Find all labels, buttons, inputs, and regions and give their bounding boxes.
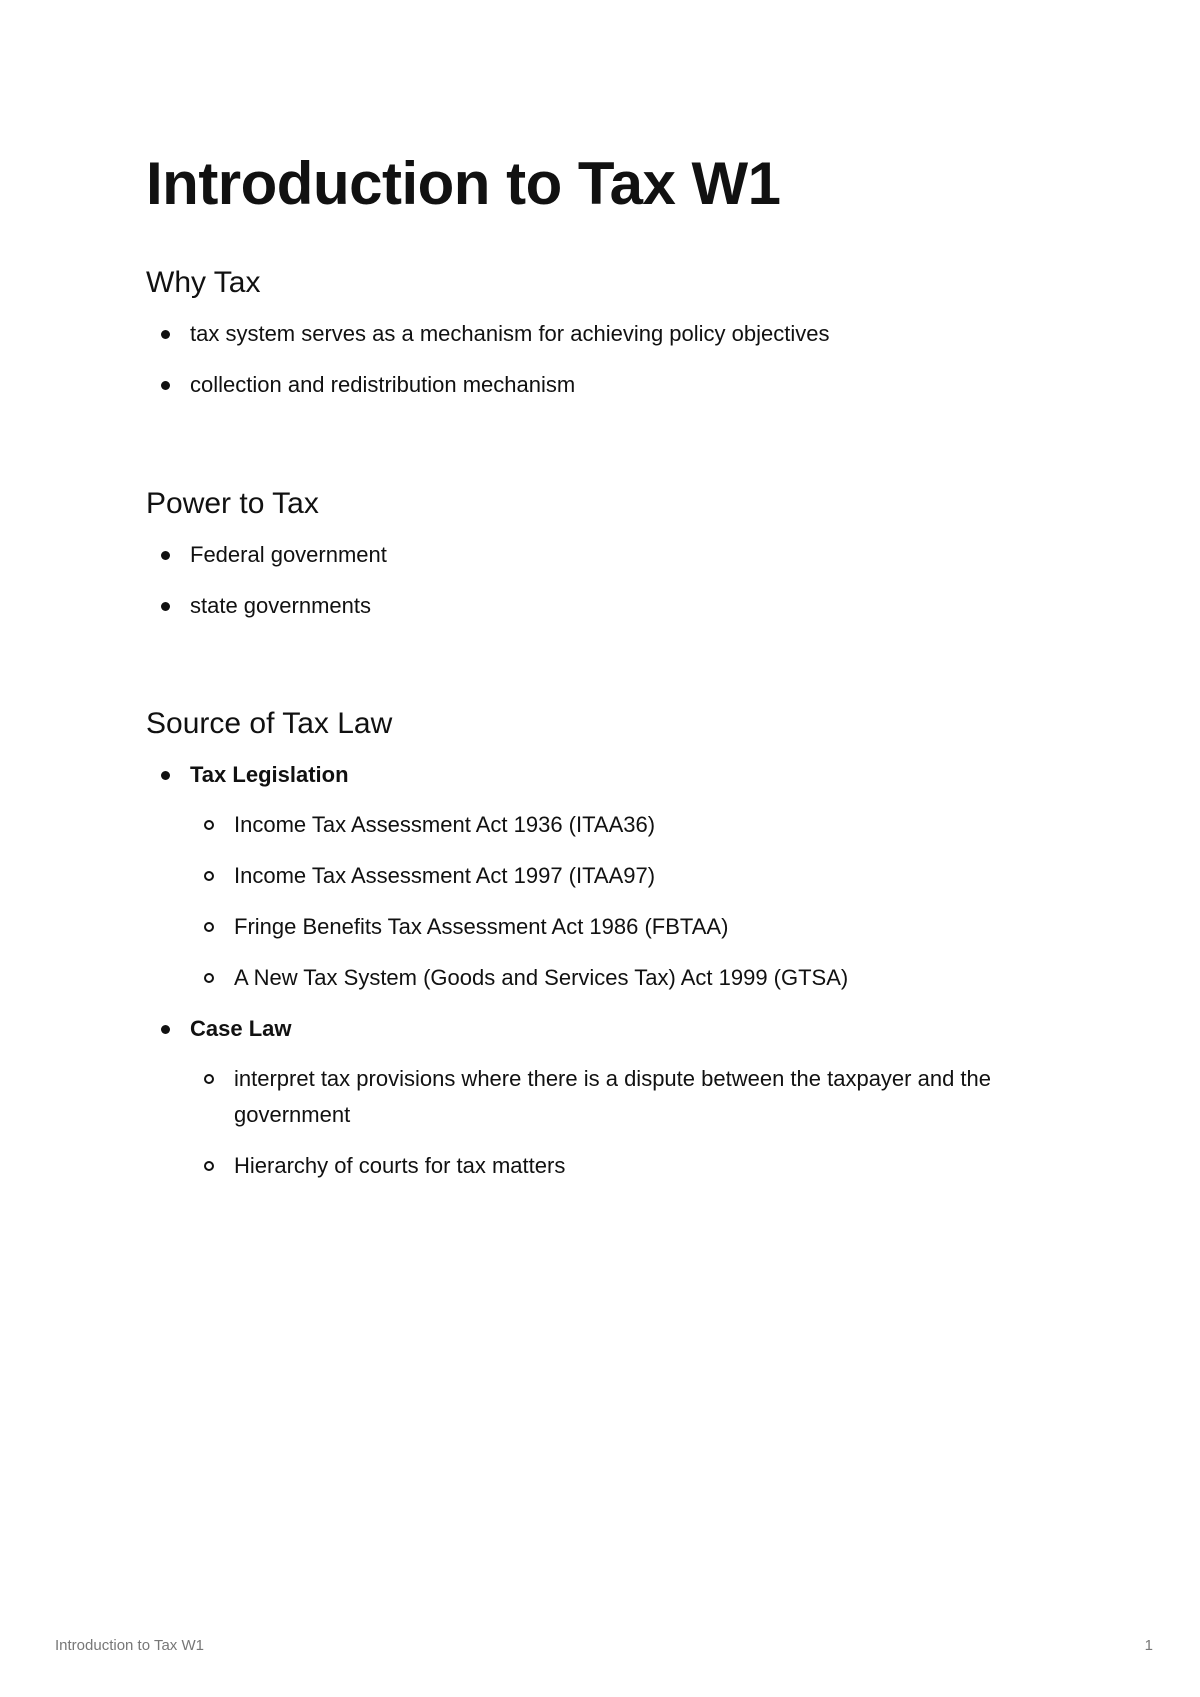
list-item-text: Tax Legislation	[190, 762, 349, 787]
sub-list-item-text: Fringe Benefits Tax Assessment Act 1986 (FBTAA)	[234, 914, 729, 939]
hollow-bullet-icon	[204, 922, 214, 932]
bullet-icon	[161, 602, 170, 611]
list-item-text: Federal government	[190, 542, 387, 567]
section-why-tax	[146, 265, 1096, 403]
bullet-icon	[161, 1025, 170, 1034]
section-source-of-tax-law	[146, 706, 1096, 1184]
bullet-list	[146, 537, 1096, 624]
list-item-text: state governments	[190, 593, 371, 618]
section-power-to-tax	[146, 486, 1096, 624]
sub-list-item	[190, 807, 1096, 843]
list-item	[146, 316, 1096, 352]
hollow-bullet-icon	[204, 871, 214, 881]
section-heading: Source of Tax Law	[146, 707, 393, 740]
sub-list-item	[190, 1148, 1096, 1184]
sub-list-item	[190, 1061, 1034, 1133]
hollow-bullet-icon	[204, 820, 214, 830]
sub-list-item	[190, 960, 1096, 996]
list-item-text: tax system serves as a mechanism for achieving policy objectives	[190, 321, 830, 346]
bullet-list	[146, 316, 1096, 403]
bullet-icon	[161, 551, 170, 560]
hollow-bullet-icon	[204, 973, 214, 983]
list-item	[146, 367, 1096, 403]
list-item	[146, 537, 1096, 573]
sub-list-item	[190, 909, 1096, 945]
list-item-text: Case Law	[190, 1016, 292, 1041]
page-title: Introduction to Tax W1	[146, 150, 781, 217]
list-item	[146, 588, 1096, 624]
sub-list-item-text: Income Tax Assessment Act 1936 (ITAA36)	[234, 812, 656, 837]
sub-list	[190, 1061, 1096, 1184]
page-number: 1	[1144, 1637, 1153, 1654]
sub-list-item-text: interpret tax provisions where there is a dispute between the taxpayer and the government	[234, 1066, 992, 1127]
sub-list-item-text: Income Tax Assessment Act 1997 (ITAA97)	[234, 863, 656, 888]
bullet-icon	[161, 381, 170, 390]
section-heading: Power to Tax	[146, 487, 319, 520]
list-item	[146, 1011, 1096, 1184]
list-item-text: collection and redistribution mechanism	[190, 372, 576, 397]
section-heading: Why Tax	[146, 266, 261, 299]
sub-list	[190, 807, 1096, 996]
hollow-bullet-icon	[204, 1161, 214, 1171]
sub-list-item-text: Hierarchy of courts for tax matters	[234, 1153, 566, 1178]
list-item	[146, 757, 1096, 996]
hollow-bullet-icon	[204, 1074, 214, 1084]
bullet-icon	[161, 771, 170, 780]
bullet-icon	[161, 330, 170, 339]
footer-title: Introduction to Tax W1	[55, 1637, 204, 1654]
sub-list-item	[190, 858, 1096, 894]
bullet-list	[146, 757, 1096, 1184]
sub-list-item-text: A New Tax System (Goods and Services Tax) Act 1999 (GTSA)	[234, 965, 849, 990]
